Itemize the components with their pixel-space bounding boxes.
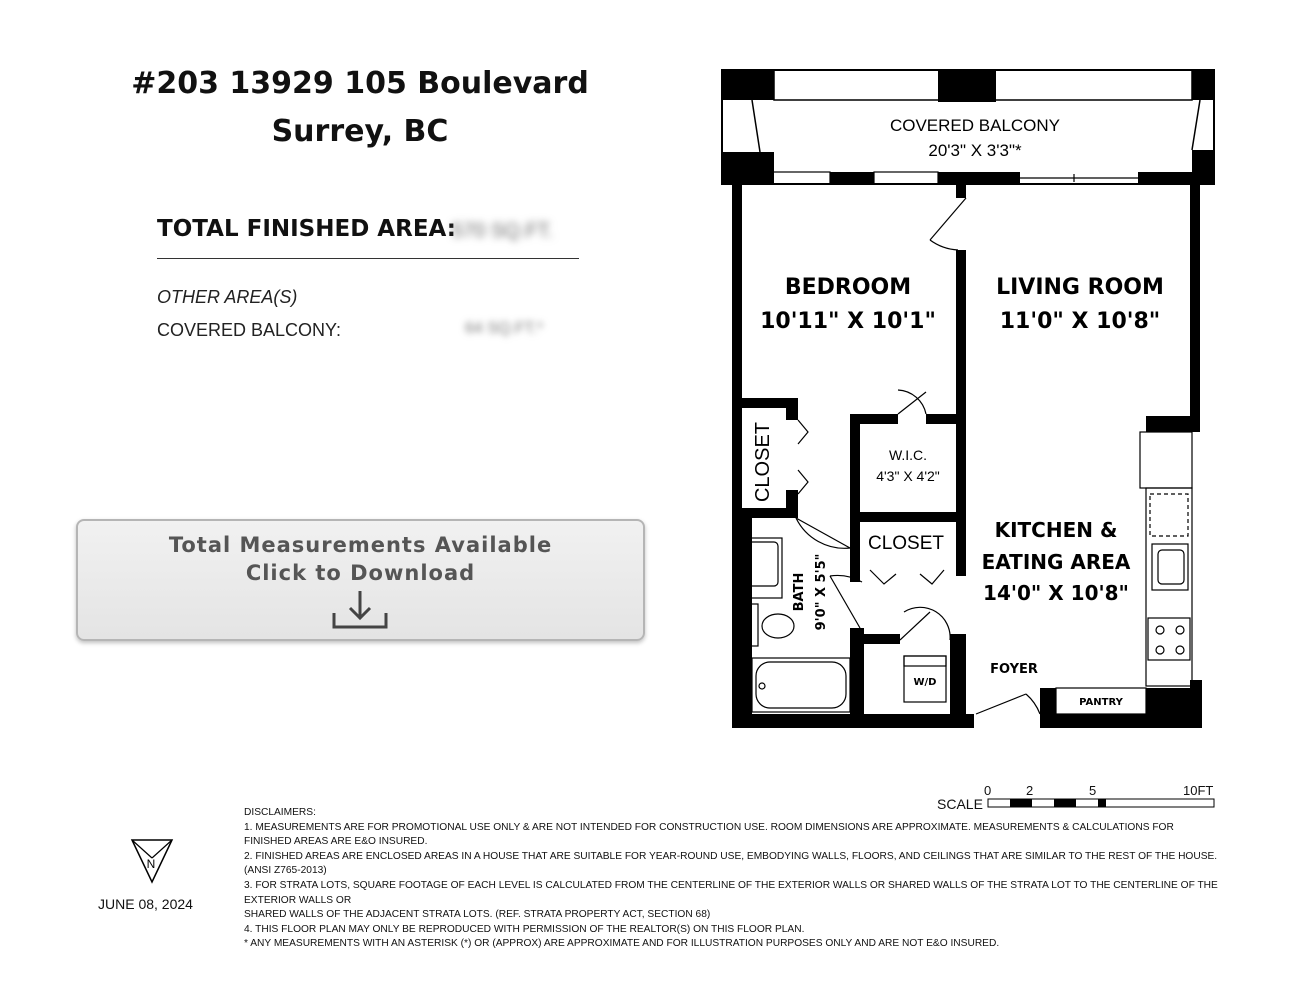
- living-room-name-label: LIVING ROOM: [996, 275, 1164, 300]
- living-room-dims-label: 11'0" X 10'8": [999, 309, 1161, 334]
- disclaimer-item: SHARED WALLS OF THE ADJACENT STRATA LOTS. (REF. STRATA PROPERTY ACT, SECTION 68): [244, 909, 711, 921]
- pantry-label: PANTRY: [1079, 697, 1123, 708]
- scale-tick-0: 0: [984, 783, 992, 798]
- covered-balcony-label: COVERED BALCONY:: [157, 320, 342, 340]
- disclaimer-item: 2. FINISHED AREAS ARE ENCLOSED AREAS IN A HOUSE THAT ARE SUITABLE FOR YEAR-ROUND USE, EMBODYING WALLS, FLOORS, AND CEILINGS THAT ARE SIMILAR TO THE REST OF THE HOUSE. (ANSI Z765-2013): [244, 850, 1218, 877]
- wic-name-label: W.I.C.: [888, 447, 928, 463]
- foyer-label: FOYER: [990, 662, 1038, 677]
- kitchen-name-line-2: EATING AREA: [981, 550, 1131, 574]
- download-button-line-2: Click to Download: [245, 561, 476, 585]
- total-finished-area-value: 570 SQ.FT.: [452, 220, 554, 242]
- scale-tick-10: 10FT: [1183, 783, 1214, 798]
- disclaimer-item: * ANY MEASUREMENTS WITH AN ASTERISK (*) OR (APPROX) ARE APPROXIMATE AND FOR ILLUSTRATION PURPOSES ONLY AND ARE NOT E&O INSURED.: [244, 938, 1000, 950]
- download-button-line-1: Total Measurements Available: [168, 533, 553, 557]
- scale-tick-5: 5: [1089, 783, 1097, 798]
- bedroom-name-label: BEDROOM: [784, 275, 912, 300]
- disclaimers-title: DISCLAIMERS:: [244, 807, 316, 818]
- plan-date: JUNE 08, 2024: [98, 896, 193, 912]
- address-line-2: Surrey, BC: [271, 114, 449, 149]
- scale-tick-2: 2: [1026, 783, 1034, 798]
- balcony-dims-label: 20'3" X 3'3"*: [928, 141, 1022, 160]
- total-finished-area-label: TOTAL FINISHED AREA:: [157, 216, 456, 242]
- bath-dims-label: 9'0" X 5'5": [814, 553, 829, 631]
- kitchen-name-line-1: KITCHEN &: [994, 518, 1118, 542]
- disclaimers: [244, 806, 1224, 952]
- disclaimer-item: 4. THIS FLOOR PLAN MAY ONLY BE REPRODUCED WITH PERMISSION OF THE REALTOR(S) ON THIS FLOOR PLAN.: [244, 923, 805, 935]
- other-areas-label: OTHER AREA(S): [157, 287, 298, 307]
- bath-name-label: BATH: [792, 572, 807, 612]
- bedroom-dims-label: 10'11" X 10'1": [760, 309, 936, 334]
- disclaimer-item: 1. MEASUREMENTS ARE FOR PROMOTIONAL USE ONLY & ARE NOT INTENDED FOR CONSTRUCTION USE. ROOM DIMENSIONS ARE APPROXIMATE. MEASUREMENTS & CALCULATIONS FOR FINISHED AREAS ARE E&O INSURED.: [244, 821, 1174, 848]
- wic-dims-label: 4'3" X 4'2": [876, 468, 940, 484]
- exterior-walls: [722, 172, 1202, 728]
- balcony-name-label: COVERED BALCONY: [889, 116, 1061, 135]
- closet-2-label: CLOSET: [867, 533, 945, 554]
- closet-label: CLOSET: [752, 421, 774, 503]
- north-label: N: [146, 857, 156, 871]
- north-arrow-icon: [132, 840, 172, 882]
- address-line-1: #203 13929 105 Boulevard: [131, 66, 589, 101]
- washer-dryer-label: W/D: [913, 677, 937, 688]
- scale-label: SCALE: [937, 796, 983, 812]
- kitchen-dims-label: 14'0" X 10'8": [983, 581, 1129, 605]
- covered-balcony-value: 64 SQ.FT.*: [465, 320, 544, 337]
- disclaimer-item: 3. FOR STRATA LOTS, SQUARE FOOTAGE OF EACH LEVEL IS CALCULATED FROM THE CENTERLINE OF THE EXTERIOR WALLS OR SHARED WALLS OF THE STRATA LOT TO THE CENTERLINE OF THE EXTERIOR WALLS OR: [244, 879, 1218, 906]
